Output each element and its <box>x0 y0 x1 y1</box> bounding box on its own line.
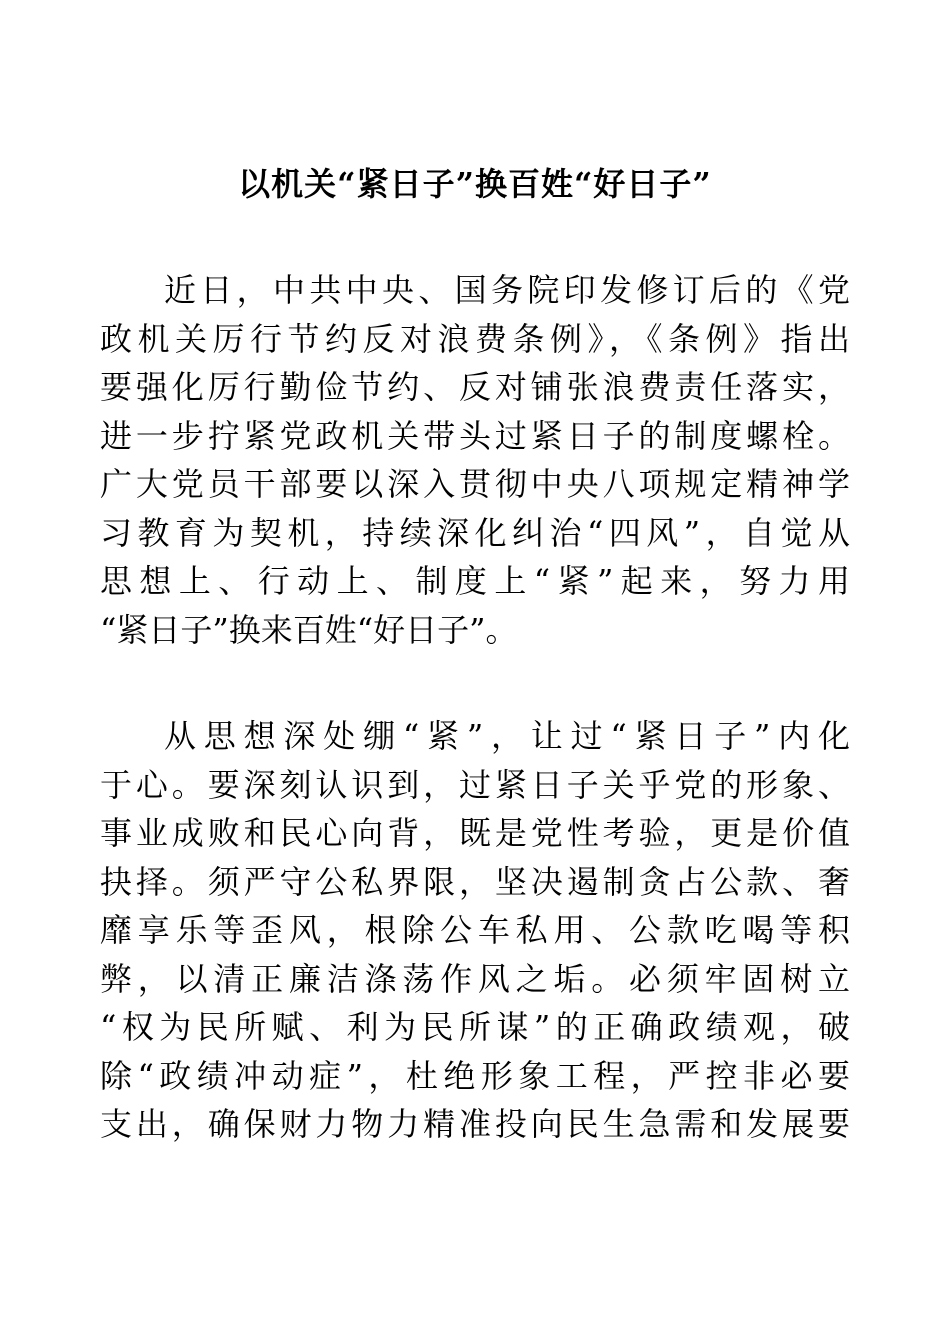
paragraph-line: 抉择。须严守公私界限，坚决遏制贪占公款、奢 <box>100 862 850 901</box>
paragraph-line: 政机关厉行节约反对浪费条例》，《条例》指出 <box>100 319 850 358</box>
paragraph-2 <box>100 712 850 1149</box>
paragraph-line: 近日，中共中央、国务院印发修订后的《党 <box>164 271 850 309</box>
document-title: 以机关“紧日子”换百姓“好日子” <box>238 165 712 203</box>
paragraph-line: 除“政绩冲动症”，杜绝形象工程，严控非必要 <box>100 1056 850 1095</box>
paragraph-line: 弊，以清正廉洁涤荡作风之垢。必须牢固树立 <box>100 959 850 998</box>
paragraph-line: 进一步拧紧党政机关带头过紧日子的制度螺栓。 <box>100 416 850 455</box>
paragraph-line: 支出，确保财力物力精准投向民生急需和发展要 <box>100 1105 850 1143</box>
paragraph-line: 从思想深处绷“紧”，让过“紧日子”内化 <box>164 717 850 755</box>
paragraph-line: “权为民所赋、利为民所谋”的正确政绩观，破 <box>100 1008 850 1046</box>
paragraph-line: 广大党员干部要以深入贯彻中央八项规定精神学 <box>100 465 850 503</box>
paragraph-line: 思想上、行动上、制度上“紧”起来，努力用 <box>100 562 850 600</box>
paragraph-line: 于心。要深刻认识到，过紧日子关乎党的形象、 <box>100 765 850 804</box>
paragraph-line: 习教育为契机，持续深化纠治“四风”，自觉从 <box>100 513 850 552</box>
paragraph-1 <box>100 266 850 654</box>
paragraph-line: 事业成败和民心向背，既是党性考验，更是价值 <box>100 814 850 852</box>
paragraph-line: 要强化厉行勤俭节约、反对铺张浪费责任落实， <box>100 368 850 406</box>
paragraph-line: 靡享乐等歪风，根除公车私用、公款吃喝等积 <box>100 911 850 949</box>
paragraph-line: “紧日子”换来百姓“好日子”。 <box>100 610 518 649</box>
